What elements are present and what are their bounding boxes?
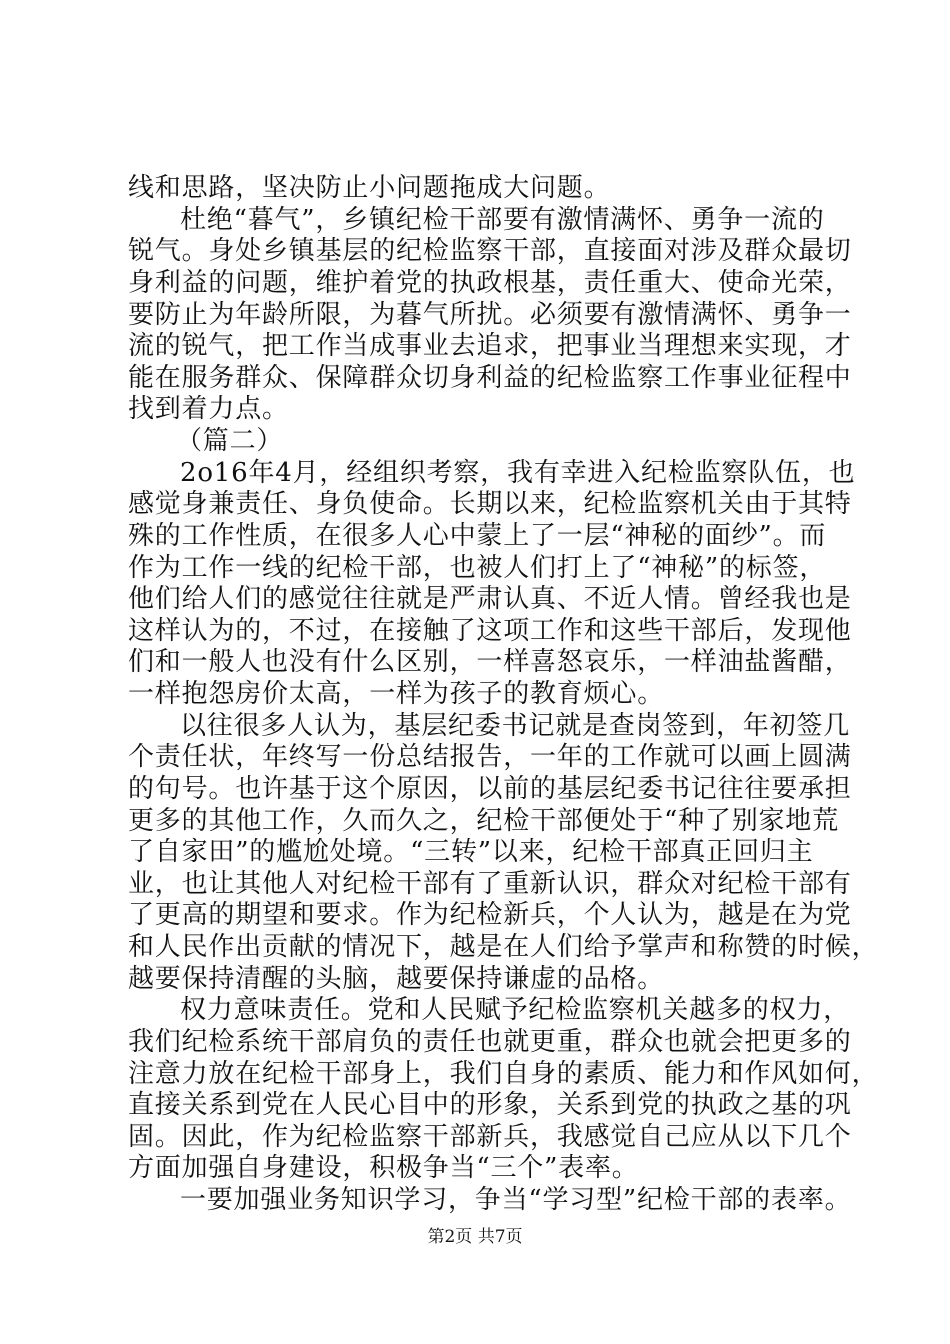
text-line: 流的锐气，把工作当成事业去追求，把事业当理想来实现，才 <box>128 331 852 362</box>
text-line: 固。因此，作为纪检监察干部新兵，我感觉自己应从以下几个 <box>128 1121 852 1152</box>
text-line: 越要保持清醒的头脑，越要保持谦虚的品格。 <box>128 963 665 994</box>
text-line: 注意力放在纪检干部身上，我们自身的素质、能力和作风如何， <box>128 1058 879 1089</box>
text-line: 线和思路，坚决防止小问题拖成大问题。 <box>128 173 611 203</box>
text-line: 殊的工作性质，在很多人心中蒙上了一层“神秘的面纱”。而 <box>128 520 827 551</box>
text-line: 更多的其他工作，久而久之，纪检干部便处于“种了别家地荒 <box>128 805 839 836</box>
text-line: 们和一般人也没有什么区别，一样喜怒哀乐，一样油盐酱醋， <box>128 647 852 678</box>
text-line: 一样抱怨房价太高，一样为孩子的教育烦心。 <box>128 679 665 709</box>
text-line: 和人民作出贡献的情况下，越是在人们给予掌声和称赞的时候， <box>128 932 879 962</box>
text-line: 直接关系到党在人民心目中的形象，关系到党的执政之基的巩 <box>128 1090 852 1121</box>
text-line: 作为工作一线的纪检干部，也被人们打上了“神秘”的标签， <box>128 552 827 583</box>
text-line: 了更高的期望和要求。作为纪检新兵，个人认为，越是在为党 <box>128 900 852 931</box>
text-line: 感觉身兼责任、身负使命。长期以来，纪检监察机关由于其特 <box>128 489 852 520</box>
text-line: 权力意味责任。党和人民赋予纪检监察机关越多的权力， <box>180 995 851 1026</box>
text-line: 他们给人们的感觉往往就是严肃认真、不近人情。曾经我也是 <box>128 584 852 615</box>
section-heading: （篇二） <box>176 426 284 456</box>
text-line: 一要加强业务知识学习，争当“学习型”纪检干部的表率。 <box>180 1185 852 1215</box>
text-line: 这样认为的，不过，在接触了这项工作和这些干部后，发现他 <box>128 615 852 646</box>
text-line: 要防止为年龄所限，为暮气所扰。必须要有激情满怀、勇争一 <box>128 299 852 330</box>
text-line: 锐气。身处乡镇基层的纪检监察干部，直接面对涉及群众最切 <box>128 236 852 267</box>
text-line: 身利益的问题，维护着党的执政根基，责任重大、使命光荣， <box>128 267 852 298</box>
text-line: 找到着力点。 <box>128 394 289 425</box>
page-number-footer: 第2页 共7页 <box>427 1227 523 1247</box>
text-line: 杜绝“暮气”，乡镇纪检干部要有激情满怀、勇争一流的 <box>180 204 825 235</box>
text-line: 个责任状，年终写一份总结报告，一年的工作就可以画上圆满 <box>128 742 852 773</box>
text-line: 的句号。也许基于这个原因，以前的基层纪委书记往往要承担 <box>128 773 852 804</box>
text-line: 2o16年4月，经组织考察，我有幸进入纪检监察队伍，也 <box>180 457 856 488</box>
text-line: 了自家田”的尴尬处境。“三转”以来，纪检干部真正回归主 <box>128 837 814 868</box>
text-line: 业，也让其他人对纪检干部有了重新认识，群众对纪检干部有 <box>128 868 852 899</box>
text-line: 我们纪检系统干部肩负的责任也就更重，群众也就会把更多的 <box>128 1026 852 1057</box>
text-line: 以往很多人认为，基层纪委书记就是查岗签到，年初签几 <box>180 710 851 741</box>
text-line: 能在服务群众、保障群众切身利益的纪检监察工作事业征程中 <box>128 362 852 393</box>
text-line: 方面加强自身建设，积极争当“三个”表率。 <box>128 1153 639 1184</box>
